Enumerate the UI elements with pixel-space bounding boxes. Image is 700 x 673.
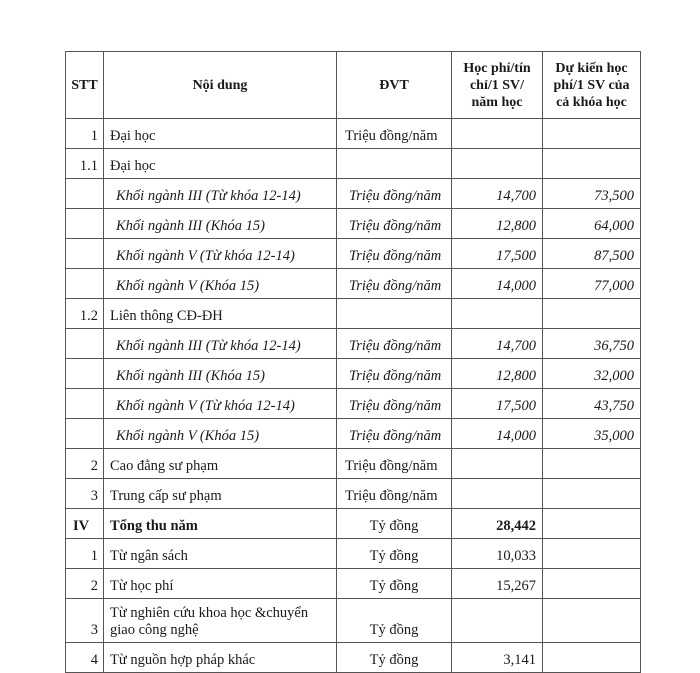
cell-unit: Triệu đồng/năm [337, 389, 452, 419]
cell-stt [66, 329, 104, 359]
table-row [66, 209, 641, 239]
cell-unit: Triệu đồng/năm [337, 269, 452, 299]
table-row [66, 119, 641, 149]
cell-fee [452, 479, 543, 509]
cell-fee: 12,800 [452, 209, 543, 239]
cell-fee [452, 449, 543, 479]
cell-unit: Tỷ đồng [337, 599, 452, 643]
table-row-total [66, 509, 641, 539]
cell-unit: Triệu đồng/năm [337, 449, 452, 479]
cell-stt: 3 [66, 599, 104, 643]
cell-stt [66, 239, 104, 269]
cell-fee: 28,442 [452, 509, 543, 539]
cell-stt: 1 [66, 119, 104, 149]
cell-content: Khối ngành III (Khóa 15) [104, 209, 337, 239]
cell-stt: IV [66, 509, 104, 539]
header-unit: ĐVT [337, 52, 452, 119]
cell-total: 43,750 [543, 389, 641, 419]
cell-stt [66, 179, 104, 209]
cell-total: 32,000 [543, 359, 641, 389]
table-row [66, 329, 641, 359]
cell-total [543, 643, 641, 673]
cell-stt [66, 419, 104, 449]
tuition-fee-table [65, 51, 641, 673]
table-row [66, 599, 641, 643]
cell-stt: 2 [66, 449, 104, 479]
cell-unit [337, 299, 452, 329]
header-fee-per-credit: Học phí/tín chỉ/1 SV/ năm học [452, 52, 543, 119]
cell-fee [452, 119, 543, 149]
header-stt: STT [66, 52, 104, 119]
cell-unit: Tỷ đồng [337, 539, 452, 569]
cell-unit: Triệu đồng/năm [337, 479, 452, 509]
cell-fee: 3,141 [452, 643, 543, 673]
cell-stt: 2 [66, 569, 104, 599]
table-row [66, 643, 641, 673]
cell-content: Trung cấp sư phạm [104, 479, 337, 509]
table-row [66, 269, 641, 299]
cell-unit: Triệu đồng/năm [337, 119, 452, 149]
cell-fee: 12,800 [452, 359, 543, 389]
cell-total [543, 479, 641, 509]
cell-unit: Tỷ đồng [337, 569, 452, 599]
cell-unit [337, 149, 452, 179]
cell-stt [66, 359, 104, 389]
cell-unit: Tỷ đồng [337, 509, 452, 539]
cell-stt: 1.2 [66, 299, 104, 329]
header-content: Nội dung [104, 52, 337, 119]
cell-content: Đại học [104, 119, 337, 149]
cell-fee: 14,700 [452, 179, 543, 209]
cell-stt [66, 209, 104, 239]
cell-content: Khối ngành V (Khóa 15) [104, 419, 337, 449]
cell-fee: 14,000 [452, 419, 543, 449]
cell-stt: 4 [66, 643, 104, 673]
cell-content: Từ ngân sách [104, 539, 337, 569]
cell-content: Khối ngành V (Từ khóa 12-14) [104, 239, 337, 269]
cell-fee: 17,500 [452, 239, 543, 269]
cell-unit: Triệu đồng/năm [337, 419, 452, 449]
cell-stt [66, 389, 104, 419]
cell-fee: 15,267 [452, 569, 543, 599]
cell-unit: Triệu đồng/năm [337, 359, 452, 389]
cell-stt [66, 269, 104, 299]
cell-unit: Triệu đồng/năm [337, 239, 452, 269]
table-row [66, 569, 641, 599]
cell-fee [452, 599, 543, 643]
cell-content: Từ nguồn hợp pháp khác [104, 643, 337, 673]
cell-stt: 1.1 [66, 149, 104, 179]
table-row [66, 299, 641, 329]
cell-content: Cao đẳng sư phạm [104, 449, 337, 479]
table-row [66, 539, 641, 569]
cell-content: Từ nghiên cứu khoa học &chuyển giao công nghệ [104, 599, 337, 643]
cell-fee: 14,000 [452, 269, 543, 299]
cell-stt: 1 [66, 539, 104, 569]
cell-fee: 17,500 [452, 389, 543, 419]
cell-total [543, 299, 641, 329]
table-row [66, 179, 641, 209]
cell-fee [452, 149, 543, 179]
cell-content: Tổng thu năm [104, 509, 337, 539]
cell-unit: Tỷ đồng [337, 643, 452, 673]
cell-fee: 10,033 [452, 539, 543, 569]
cell-total [543, 119, 641, 149]
cell-total [543, 149, 641, 179]
cell-total: 77,000 [543, 269, 641, 299]
cell-content: Khối ngành III (Từ khóa 12-14) [104, 329, 337, 359]
cell-total [543, 539, 641, 569]
header-expected-fee: Dự kiến học phí/1 SV của cả khóa học [543, 52, 641, 119]
cell-unit: Triệu đồng/năm [337, 329, 452, 359]
cell-total [543, 569, 641, 599]
cell-content: Từ học phí [104, 569, 337, 599]
table-row [66, 449, 641, 479]
cell-content: Khối ngành V (Khóa 15) [104, 269, 337, 299]
cell-total [543, 509, 641, 539]
cell-total: 73,500 [543, 179, 641, 209]
table-row [66, 359, 641, 389]
cell-total [543, 449, 641, 479]
cell-total: 87,500 [543, 239, 641, 269]
cell-stt: 3 [66, 479, 104, 509]
cell-content: Khối ngành V (Từ khóa 12-14) [104, 389, 337, 419]
table-row [66, 479, 641, 509]
table-row [66, 419, 641, 449]
cell-unit: Triệu đồng/năm [337, 179, 452, 209]
cell-total: 35,000 [543, 419, 641, 449]
cell-content: Liên thông CĐ-ĐH [104, 299, 337, 329]
cell-content: Khối ngành III (Khóa 15) [104, 359, 337, 389]
cell-total: 36,750 [543, 329, 641, 359]
cell-content: Đại học [104, 149, 337, 179]
cell-total: 64,000 [543, 209, 641, 239]
cell-unit: Triệu đồng/năm [337, 209, 452, 239]
cell-content: Khối ngành III (Từ khóa 12-14) [104, 179, 337, 209]
table-row [66, 239, 641, 269]
table-row [66, 389, 641, 419]
cell-fee: 14,700 [452, 329, 543, 359]
header-row [66, 52, 641, 119]
cell-fee [452, 299, 543, 329]
table-row [66, 149, 641, 179]
cell-total [543, 599, 641, 643]
